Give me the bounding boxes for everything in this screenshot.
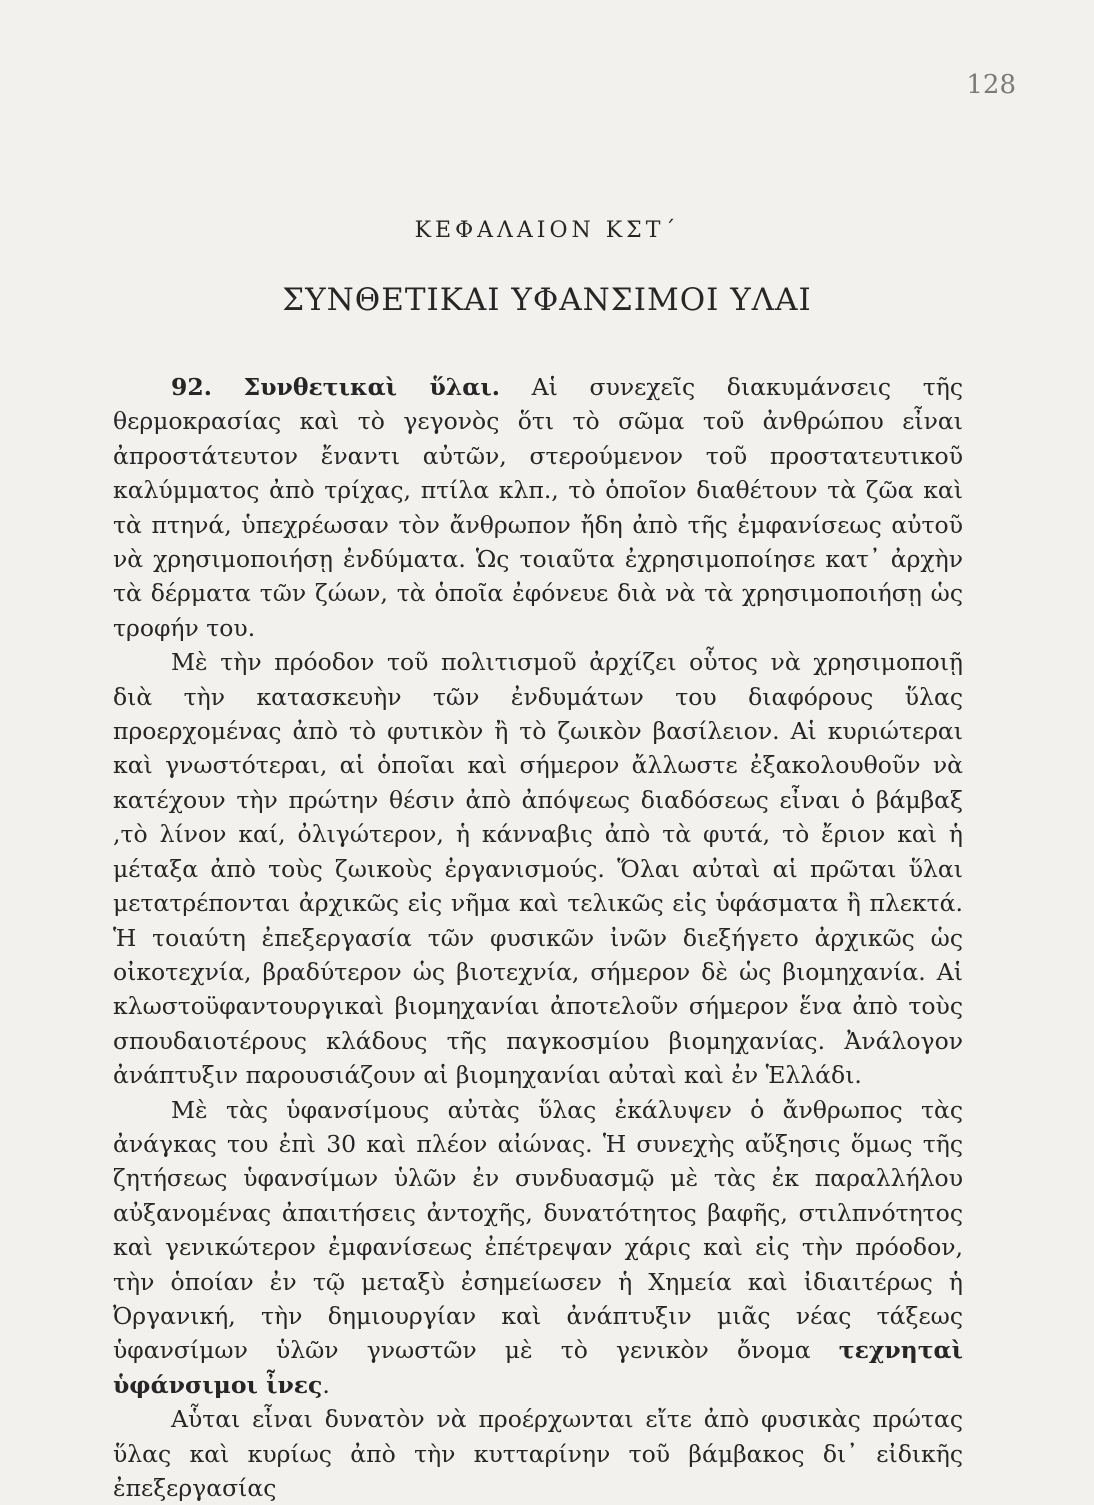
paragraph-3-text: Μὲ τὰς ὑφανσίμους αὐτὰς ὕλας ἐκάλυψεν ὁ ἄνθρωπος τὰς ἀνάγκας του ἐπὶ 30 καὶ πλέον αἰώνας. Ἡ συνεχὴς αὔξησις ὅμως τῆς ζητήσεως ὑφανσίμων ὑλῶν ἐν συνδυασμῷ μὲ τὰς ἐκ παραλλήλου αὐξανομένας ἀπαιτήσεις ἀντοχῆς, δυνατότητος βαφῆς, στιλπνότητος καὶ γενικώτερον ἐμφανίσεως ἐπέτρεψαν χάρις καὶ εἰς τὴν πρόοδον, τὴν ὁποίαν ἐν τῷ μεταξὺ ἐσημείωσεν ἡ Χημεία καὶ ἰδιαιτέρως ἡ Ὀργανική, τὴν δημιουργίαν καὶ ἀνάπτυξιν μιᾶς νέας τάξεως ὑφανσίμων ὑλῶν γνωστῶν μὲ τὸ γενικὸν ὄνομα <box>113 1095 963 1365</box>
body-text <box>113 370 963 1505</box>
bold-term: τεχνηταὶ ὑφάνσιμοι ἶνες <box>113 1336 963 1399</box>
paragraph-1-text: Αἱ συνεχεῖς διακυμάνσεις τῆς θερμοκρασίας καὶ τὸ γεγονὸς ὅτι τὸ σῶμα τοῦ ἀνθρώπου εἶναι ἀπροστάτευτον ἔναντι αὐτῶν, στερούμενον τοῦ προστατευτικοῦ καλύμματος ἀπὸ τρίχας, πτίλα κλπ., τὸ ὁποῖον διαθέτουν τὰ ζῶα καὶ τὰ πτηνά, ὑπεχρέωσαν τὸν ἄνθρωπον ἤδη ἀπὸ τῆς ἐμφανίσεως αὐτοῦ νὰ χρησιμοποιήσῃ ἐνδύματα. Ὡς τοιαῦτα ἐχρησιμοποίησε κατ᾽ ἀρχὴν τὰ δέρματα τῶν ζώων, τὰ ὁποῖα ἐφόνευε διὰ νὰ τὰ χρησιμοποιήσῃ ὡς τροφήν του. <box>113 373 963 642</box>
chapter-label: ΚΕΦΑΛΑΙΟΝ ΚΣΤ΄ <box>414 218 680 243</box>
paragraph-3 <box>113 1093 963 1403</box>
paragraph-4: Αὗται εἶναι δυνατὸν νὰ προέρχωνται εἴτε ἀπὸ φυσικὰς πρώτας ὕλας καὶ κυρίως ἀπὸ τὴν κυτταρίνην τοῦ βάμβακος δι᾽ εἰδικῆς ἐπεξεργασίας <box>113 1405 963 1502</box>
section-heading: Συνθετικαὶ ὕλαι. <box>243 373 500 401</box>
section-number: 92. <box>171 373 212 401</box>
page-number: 128 <box>966 70 1016 100</box>
paragraph-2: Μὲ τὴν πρόοδον τοῦ πολιτισμοῦ ἀρχίζει οὗτος νὰ χρησιμοποιῇ διὰ τὴν κατασκευὴν τῶν ἐνδυμάτων του διαφόρους ὕλας προερχομένας ἀπὸ τὸ φυτικὸν ἢ τὸ ζωικὸν βασίλειον. Αἱ κυριώτεραι καὶ γνωστότεραι, αἱ ὁποῖαι καὶ σήμερον ἄλλωστε ἐξακολουθοῦν νὰ κατέχουν τὴν πρώτην θέσιν ἀπὸ ἀπόψεως διαδόσεως εἶναι ὁ βάμβαξ ,τὸ λίνον καί, ὀλιγώτερον, ἡ κάνναβις ἀπὸ τὰ φυτά, τὸ ἔριον καὶ ἡ μέταξα ἀπὸ τοὺς ζωικοὺς ἐργανισμούς. Ὅλαι αὐταὶ αἱ πρῶται ὕλαι μετατρέπονται ἀρχικῶς εἰς νῆμα καὶ τελικῶς εἰς ὑφάσματα ἢ πλεκτά. Ἡ τοιαύτη ἐπεξεργασία τῶν φυσικῶν ἰνῶν διεξήγετο ἀρχικῶς ὡς οἰκοτεχνία, βραδύτερον ὡς βιοτεχνία, σήμερον δὲ ὡς βιομηχανία. Αἱ κλωστοϋφαντουργικαὶ βιομηχανίαι ἀποτελοῦν σήμερον ἕνα ἀπὸ τοὺς σπουδαιοτέρους κλάδους τῆς παγκοσμίου βιομηχανίας. Ἀνάλογον ἀνάπτυξιν παρουσιάζουν αἱ βιομηχανίαι αὐταὶ καὶ ἐν Ἑλλάδι. <box>113 648 963 1090</box>
paragraph-1 <box>113 370 963 645</box>
term-period: . <box>322 1370 330 1399</box>
chapter-title: ΣΥΝΘΕΤΙΚΑΙ ΥΦΑΝΣΙΜΟΙ ΥΛΑΙ <box>282 282 812 318</box>
